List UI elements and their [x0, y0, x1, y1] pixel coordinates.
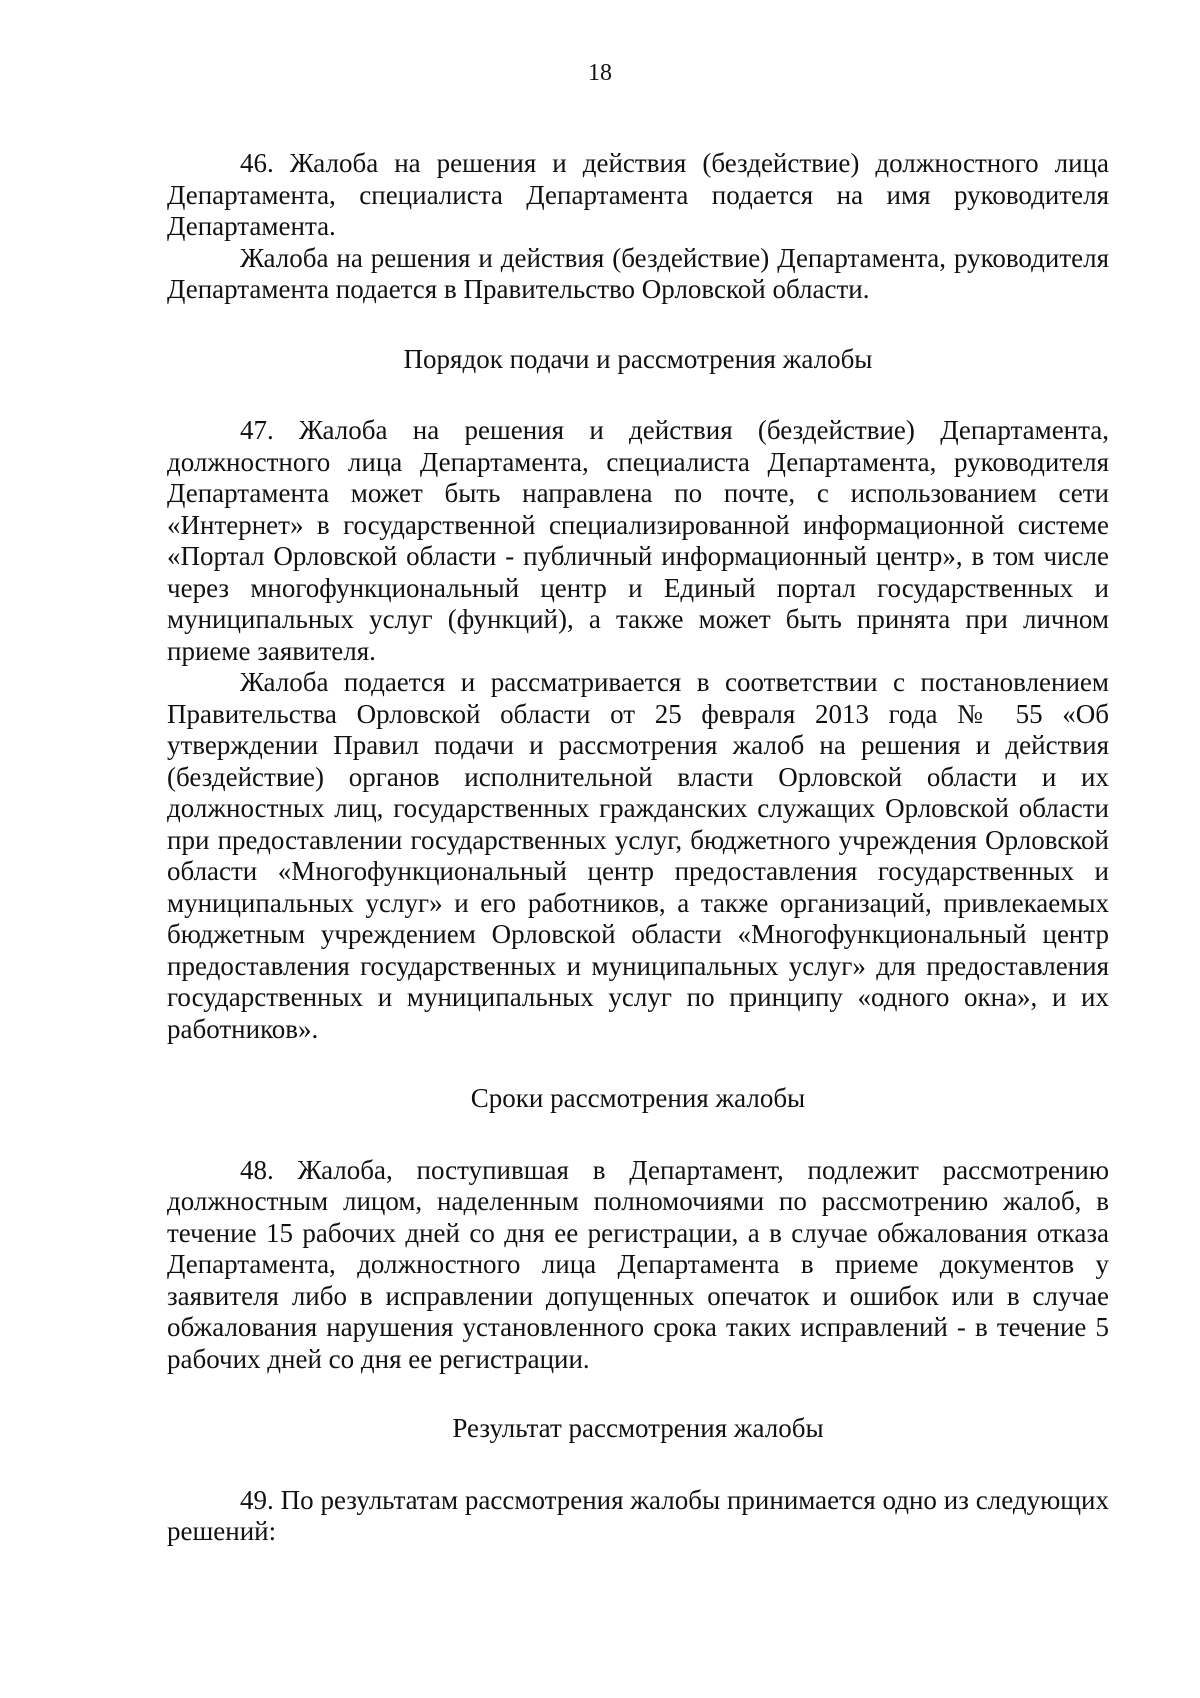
section-heading-result: Результат рассмотрения жалобы	[452, 1413, 824, 1443]
paragraph-49: 49. По результатам рассмотрения жалобы принимается одно из следующих решений:	[167, 1484, 1109, 1546]
page-number: 18	[588, 60, 612, 86]
paragraph-48: 48. Жалоба, поступившая в Департамент, подлежит рассмотрению должностным лицом, наделенным полномочиями по рассмотрению жалоб, в течение 15 рабочих дней со дня ее регистрации, а в случае обжалования отказа Департамента, должностного лица Департамента в приеме документов у заявителя либо в исправлении допущенных опечаток и ошибок или в случае обжалования нарушения установленного срока таких исправлений - в течение 5 рабочих дней со дня ее регистрации.	[167, 1154, 1109, 1374]
paragraph-47-continued: Жалоба подается и рассматривается в соответствии с постановлением Правительства Орловской области от 25 февраля 2013 года № 55 «Об утверждении Правил подачи и рассмотрения жалоб на решения и действия (бездействие) органов исполнительной власти Орловской области и их должностных лиц, государственных гражданских служащих Орловской области при предоставлении государственных услуг, бюджетного учреждения Орловской области «Многофункциональный центр предоставления государственных и муниципальных услуг» и его работников, а также организаций, привлекаемых бюджетным учреждением Орловской области «Многофункциональный центр предоставления государственных и муниципальных услуг» для предоставления государственных и муниципальных услуг по принципу «одного окна», и их работников».	[167, 667, 1109, 1044]
document-body	[167, 148, 1109, 1548]
paragraph-46-continued: Жалоба на решения и действия (бездействие) Департамента, руководителя Департамента подается в Правительство Орловской области.	[167, 242, 1109, 304]
paragraph-47: 47. Жалоба на решения и действия (бездействие) Департамента, должностного лица Департамента, специалиста Департамента, руководителя Департамента может быть направлена по почте, с использованием сети «Интернет» в государственной специализированной информационной системе «Портал Орловской области - публичный информационный центр», в том числе через многофункциональный центр и Единый портал государственных и муниципальных услуг (функций), а также может быть принята при личном приеме заявителя.	[167, 415, 1109, 666]
section-heading-terms: Сроки рассмотрения жалобы	[470, 1083, 806, 1113]
section-heading-order: Порядок подачи и рассмотрения жалобы	[403, 343, 873, 374]
paragraph-46: 46. Жалоба на решения и действия (бездействие) должностного лица Департамента, специалиста Департамента подается на имя руководителя Департамента.	[167, 148, 1109, 241]
